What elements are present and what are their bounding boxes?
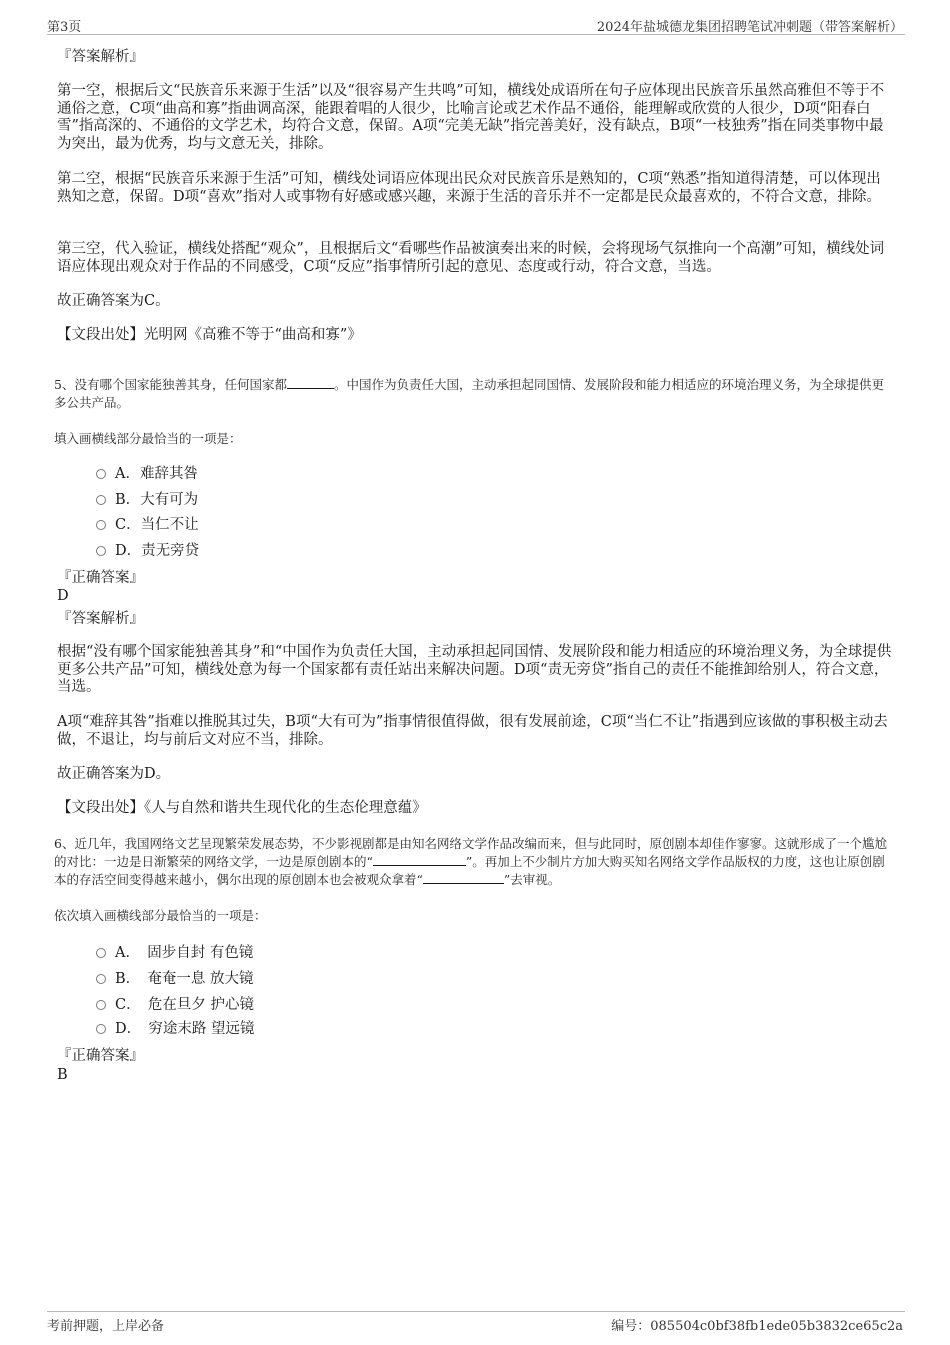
document-title: 2024年盐城德龙集团招聘笔试冲刺题（带答案解析）	[596, 20, 903, 35]
q6-blank-2	[423, 871, 504, 884]
footer-slogan: 考前押题，上岸必备	[47, 1319, 165, 1334]
q6-prompt: 依次填入画横线部分最恰当的一项是：	[54, 908, 267, 923]
q6-option-d[interactable]: D． 穷途末路 望远镜	[96, 1020, 254, 1038]
q6-option-c[interactable]: C． 危在旦夕 护心镜	[96, 996, 254, 1014]
q5-option-c[interactable]: C．当仁不让	[96, 516, 199, 534]
q5-option-b[interactable]: B．大有可为	[96, 491, 198, 509]
radio-icon[interactable]	[96, 546, 106, 556]
q5-conclusion: 故正确答案为D。	[57, 766, 171, 782]
radio-icon[interactable]	[96, 469, 106, 479]
q5-analysis-para-2: A项“难辞其咎”指难以推脱其过失，B项“大有可为”指事情很值得做，很有发展前途，C项“当仁不让”指遇到应该做的事积极主动去做，不退让，均与前后文对应不当，排除。	[57, 714, 888, 748]
q5-analysis-para-1: 根据“没有哪个国家能独善其身”和“中国作为负责任大国，主动承担起同国情、发展阶段和能力相适应的环境治理义务，为全球提供更多公共产品”可知，横线处意为每一个国家都有责任站出来解决问题。D项“责无旁贷”指自己的责任不能推卸给别人，符合文意，当选。	[57, 644, 892, 695]
q5-blank	[287, 376, 334, 389]
q4-source: 【文段出处】光明网《高雅不等于“曲高和寡”》	[57, 327, 362, 343]
q6-option-a[interactable]: A． 固步自封 有色镜	[96, 944, 253, 962]
q5-prompt: 填入画横线部分最恰当的一项是：	[54, 431, 242, 446]
q4-conclusion: 故正确答案为C。	[57, 293, 170, 309]
q5-option-d[interactable]: D．责无旁贷	[96, 542, 199, 560]
q6-blank-1	[373, 853, 466, 866]
q4-analysis-para-3: 第三空，代入验证，横线处搭配“观众”，且根据后文“看哪些作品被演奏出来的时候，会将现场气氛推向一个高潮”可知，横线处词语应体现出观众对于作品的不同感受，C项“反应”指事情所引起的意见、态度或行动，符合文意，当选。	[57, 241, 885, 275]
q4-analysis-para-2: 第二空，根据“民族音乐来源于生活”可知，横线处词语应体现出民众对民族音乐是熟知的，C项“熟悉”指知道得清楚，可以体现出熟知之意，保留。D项“喜欢”指对人或事物有好感或感兴趣，来源于生活的音乐并不一定都是民众最喜欢的，不符合文意，排除。	[57, 171, 881, 205]
q6-correct-answer: B	[57, 1067, 68, 1083]
q5-correct-answer: D	[57, 588, 69, 604]
q5-stem: 5、没有哪个国家能独善其身，任何国家都 。中国作为负责任大国，主动承担起同国情、发展阶段和能力相适应的环境治理义务，为全球提供更多公共产品。	[54, 377, 884, 410]
q6-correct-label: 『正确答案』	[57, 1048, 144, 1064]
radio-icon[interactable]	[96, 1000, 106, 1010]
q5-option-a[interactable]: A．难辞其咎	[96, 465, 198, 483]
radio-icon[interactable]	[96, 520, 106, 530]
q5-source: 【文段出处】《人与自然和谐共生现代化的生态伦理意蕴》	[57, 800, 427, 816]
q4-analysis-label: 『答案解析』	[57, 49, 144, 65]
q5-correct-label: 『正确答案』	[57, 570, 144, 586]
q6-stem: 6、近几年，我国网络文艺呈现繁荣发展态势，不少影视剧都是由知名网络文学作品改编而来，但与此同时，原创剧本却佳作寥寥。这就形成了一个尴尬的对比：一边是日渐繁荣的网络文学，一边是原创剧本的“ ”。再加上不少制片方加大购买知名网络文学作品版权的力度，这也让原创剧本的存活空间变得越来越小，偶尔出现的原创剧本也会被观众拿着“ ”去审视。	[54, 836, 887, 887]
radio-icon[interactable]	[96, 495, 106, 505]
page-number: 第3页	[47, 20, 82, 35]
radio-icon[interactable]	[96, 948, 106, 958]
q6-option-b[interactable]: B． 奄奄一息 放大镜	[96, 970, 254, 988]
document-code: 编号：085504c0bf38fb1ede05b3832ce65c2a	[611, 1319, 903, 1334]
page-header	[47, 14, 905, 35]
radio-icon[interactable]	[96, 1024, 106, 1034]
q5-analysis-label: 『答案解析』	[57, 611, 144, 627]
radio-icon[interactable]	[96, 974, 106, 984]
q4-analysis-para-1: 第一空，根据后文“民族音乐来源于生活”以及“很容易产生共鸣”可知，横线处成语所在句子应体现出民族音乐虽然高雅但不等于不通俗之意，C项“曲高和寡”指曲调高深，能跟着唱的人很少，比喻言论或艺术作品不通俗，能理解或欣赏的人很少，D项“阳春白雪”指高深的、不通俗的文学艺术，均符合文意，保留。A项“完美无缺”指完善美好，没有缺点，B项“一枝独秀”指在同类事物中最为突出，最为优秀，均与文意无关，排除。	[57, 83, 885, 152]
page-footer	[47, 1311, 905, 1336]
